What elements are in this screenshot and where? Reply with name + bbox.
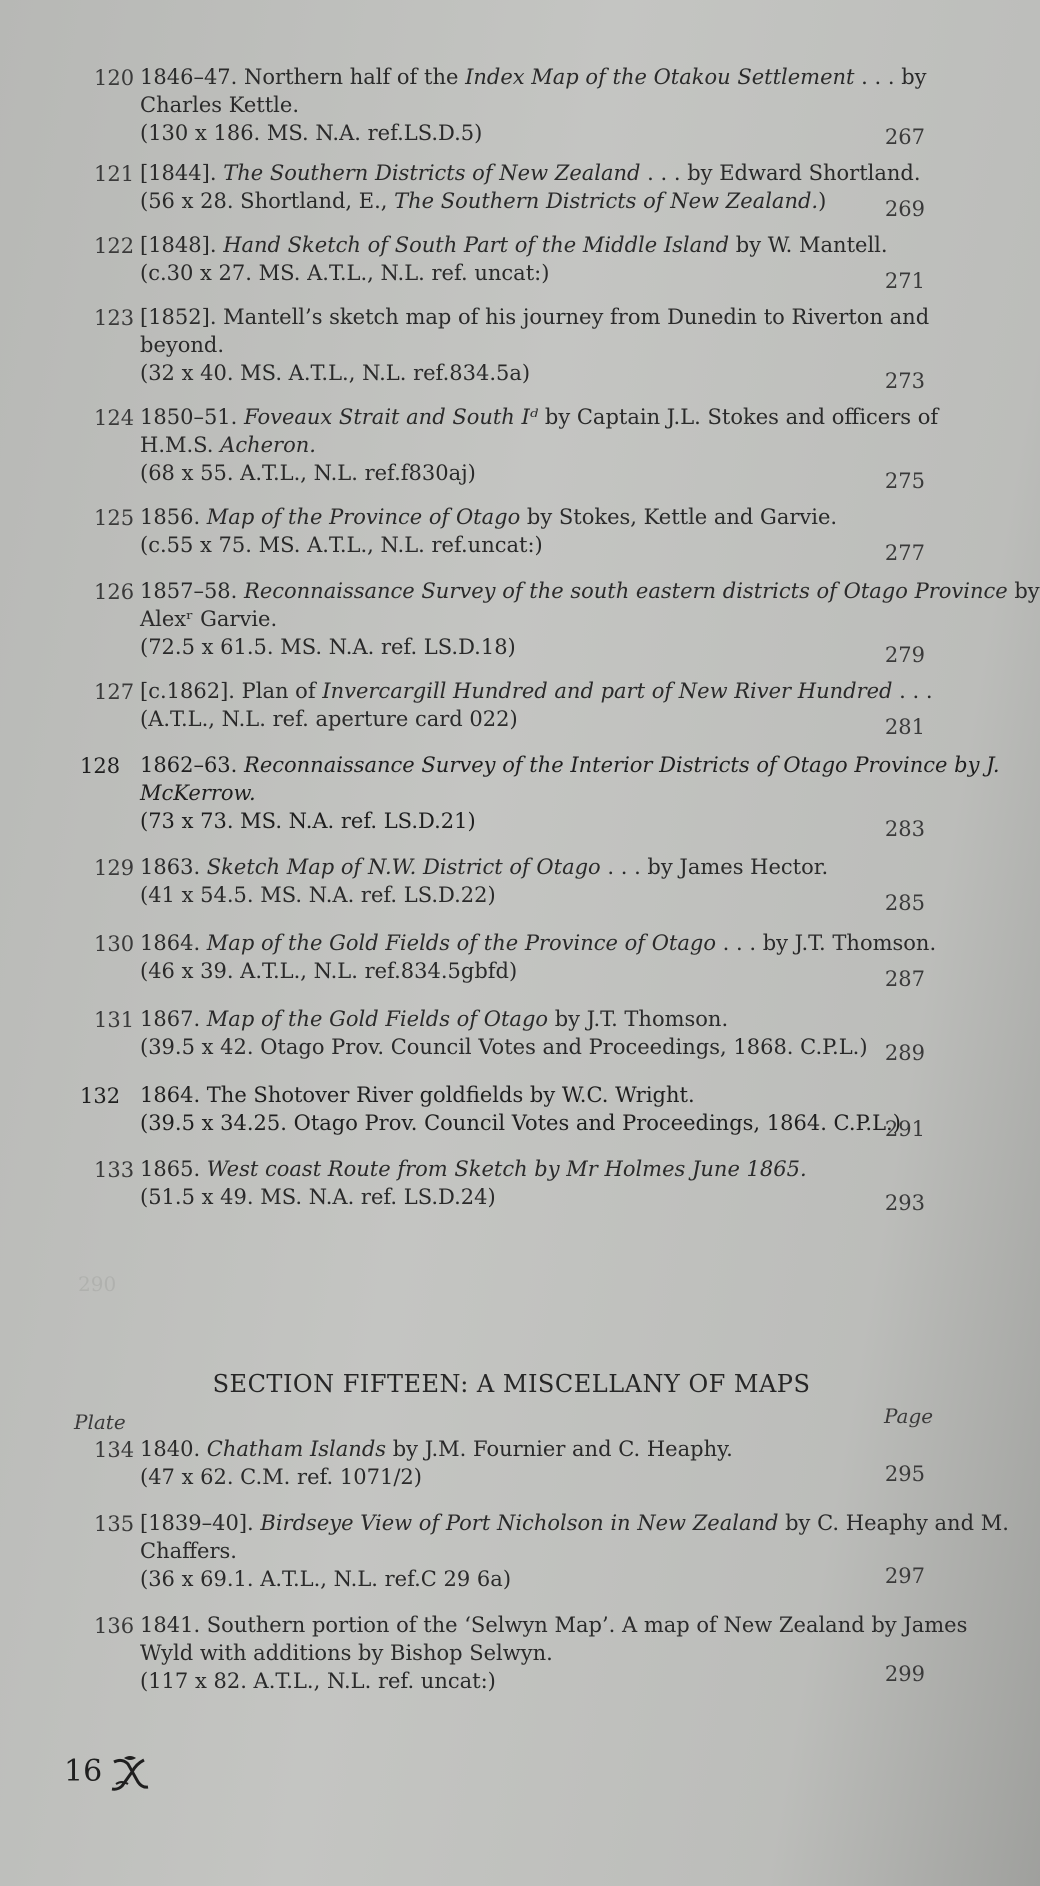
text-segment: by J.M. Fournier and C. Heaphy. <box>386 1437 733 1461</box>
map-title: Chatham Islands <box>206 1437 387 1461</box>
description-line <box>140 577 1040 605</box>
description-line <box>140 431 880 459</box>
text-segment: [c.1862]. Plan of <box>140 679 323 703</box>
map-title: Reconnaissance Survey of the Interior Districts of Otago Province by J. <box>244 753 1000 777</box>
text-segment: 1857–58. <box>140 579 245 603</box>
map-title: Index Map of the Otakou Settlement <box>465 65 855 89</box>
page-reference: 295 <box>884 1462 925 1486</box>
plate-number: 130 <box>94 932 135 956</box>
description-line <box>140 1639 880 1667</box>
page-reference: 283 <box>884 817 925 841</box>
description-line <box>140 633 880 661</box>
column-header-page: Page <box>884 1404 934 1428</box>
description-line <box>140 91 880 119</box>
plate-number: 133 <box>94 1158 135 1182</box>
page-reference: 285 <box>884 891 925 915</box>
description-line <box>140 881 880 909</box>
plate-number: 120 <box>94 66 135 90</box>
description-line <box>140 1509 1009 1537</box>
text-segment: (41 x 54.5. MS. N.A. ref. LS.D.22) <box>140 883 496 907</box>
plate-number: 123 <box>94 306 135 330</box>
publisher-ornament-icon <box>108 1754 152 1794</box>
text-segment: . . . <box>892 679 933 703</box>
text-segment: by Stokes, Kettle and Garvie. <box>520 505 838 529</box>
description-line <box>140 359 880 387</box>
text-segment: (130 x 186. MS. N.A. ref.LS.D.5) <box>140 121 483 145</box>
page-reference: 289 <box>884 1041 925 1065</box>
text-segment: 1846–47. Northern half of the <box>140 65 466 89</box>
text-segment: (c.55 x 75. MS. A.T.L., N.L. ref.uncat:) <box>140 533 543 557</box>
page-reference: 293 <box>884 1191 925 1215</box>
map-title: McKerrow. <box>140 781 256 805</box>
plate-number: 121 <box>94 162 135 186</box>
description-line <box>140 303 930 331</box>
description-line <box>140 1155 880 1183</box>
text-segment: 1864. <box>140 931 207 955</box>
text-segment: (47 x 62. C.M. ref. 1071/2) <box>140 1465 422 1489</box>
description-line <box>140 705 880 733</box>
text-segment: . . . by <box>854 65 927 89</box>
text-segment: 1863. <box>140 855 207 879</box>
map-title: Reconnaissance Survey of the south eastern districts of Otago Province <box>244 579 1008 603</box>
plate-number: 129 <box>94 856 135 880</box>
description-line <box>140 331 880 359</box>
map-title: Sketch Map of N.W. District of Otago <box>206 855 601 879</box>
page-reference: 279 <box>884 643 925 667</box>
plate-description <box>140 231 888 287</box>
text-segment: 1840. <box>140 1437 207 1461</box>
map-title: Map of the Gold Fields of the Province of Otago <box>206 931 716 955</box>
plate-description <box>140 1005 880 1061</box>
text-segment: Wyld with additions by Bishop Selwyn. <box>140 1641 553 1665</box>
map-title: Map of the Gold Fields of Otago <box>206 1007 549 1031</box>
description-line <box>140 1109 901 1137</box>
page-reference: 281 <box>884 715 925 739</box>
text-segment: by <box>1007 579 1040 603</box>
text-segment: by W. Mantell. <box>729 233 888 257</box>
plate-number: 135 <box>94 1512 135 1536</box>
text-segment: (51.5 x 49. MS. N.A. ref. LS.D.24) <box>140 1185 496 1209</box>
text-segment: [1844]. <box>140 161 224 185</box>
text-segment: (73 x 73. MS. N.A. ref. LS.D.21) <box>140 809 476 833</box>
text-segment: (32 x 40. MS. A.T.L., N.L. ref.834.5a) <box>140 361 531 385</box>
text-segment: 1862–63. <box>140 753 245 777</box>
plate-number: 122 <box>94 234 135 258</box>
text-segment: 1867. <box>140 1007 207 1031</box>
map-title: The Southern Districts of New Zealand. <box>394 189 819 213</box>
text-segment: . . . by Edward Shortland. <box>640 161 921 185</box>
text-segment: (46 x 39. A.T.L., N.L. ref.834.5gbfd) <box>140 959 518 983</box>
description-line <box>140 751 1000 779</box>
description-line <box>140 1463 880 1491</box>
description-line <box>140 1435 880 1463</box>
text-segment: (c.30 x 27. MS. A.T.L., N.L. ref. uncat:) <box>140 261 550 285</box>
text-segment: by Captain J.L. Stokes and officers of <box>538 405 939 429</box>
plate-number: 126 <box>94 580 135 604</box>
page-number: 16 <box>64 1754 103 1789</box>
text-segment: by C. Heaphy and M. <box>778 1511 1009 1535</box>
map-title: Acheron. <box>220 433 316 457</box>
text-segment: 1841. Southern portion of the ‘Selwyn Map’. A map of New Zealand by James <box>140 1613 968 1637</box>
text-segment: beyond. <box>140 333 225 357</box>
page-reference: 269 <box>884 197 925 221</box>
page-reference: 297 <box>884 1564 925 1588</box>
text-segment: (A.T.L., N.L. ref. aperture card 022) <box>140 707 518 731</box>
description-line <box>140 1081 880 1109</box>
plate-number: 131 <box>94 1008 135 1032</box>
text-segment: [1852]. Mantell’s sketch map of his journey from Dunedin to Riverton and <box>140 305 930 329</box>
plate-number: 124 <box>94 406 135 430</box>
map-title: Invercargill Hundred and part of New River Hundred <box>322 679 893 703</box>
description-line <box>140 605 880 633</box>
text-segment: (68 x 55. A.T.L., N.L. ref.f830aj) <box>140 461 476 485</box>
description-line <box>140 1183 880 1211</box>
plate-description <box>140 1081 901 1137</box>
text-segment: [1848]. <box>140 233 224 257</box>
map-title: West coast Route from Sketch by Mr Holmes June 1865. <box>206 1157 807 1181</box>
map-title: Hand Sketch of South Part of the Middle Island <box>223 233 730 257</box>
text-segment: (39.5 x 42. Otago Prov. Council Votes and Proceedings, 1868. C.P.L.) <box>140 1035 868 1059</box>
description-line <box>140 1537 880 1565</box>
text-segment: [1839–40]. <box>140 1511 261 1535</box>
plate-number: 132 <box>80 1084 121 1108</box>
text-segment: (117 x 82. A.T.L., N.L. ref. uncat:) <box>140 1669 496 1693</box>
section-title: SECTION FIFTEEN: A MISCELLANY OF MAPS <box>212 1370 811 1398</box>
description-line <box>140 503 880 531</box>
description-line <box>140 459 880 487</box>
text-segment: ) <box>818 189 827 213</box>
text-segment: 1865. <box>140 1157 207 1181</box>
description-line <box>140 1565 880 1593</box>
text-segment: H.M.S. <box>140 433 221 457</box>
description-line <box>140 231 888 259</box>
plate-number: 127 <box>94 680 135 704</box>
page-reference: 275 <box>884 469 925 493</box>
page-reference: 287 <box>884 967 925 991</box>
description-line <box>140 531 880 559</box>
description-line <box>140 853 880 881</box>
description-line <box>140 779 880 807</box>
description-line <box>140 403 939 431</box>
text-segment: (39.5 x 34.25. Otago Prov. Council Votes and Proceedings, 1864. C.P.L.) <box>140 1111 901 1135</box>
plate-number: 136 <box>94 1614 135 1638</box>
description-line <box>140 187 880 215</box>
text-segment: 1850–51. <box>140 405 245 429</box>
description-line <box>140 1667 880 1695</box>
page-reference: 277 <box>884 541 925 565</box>
plate-number: 125 <box>94 506 135 530</box>
description-line <box>140 677 933 705</box>
description-line <box>140 929 937 957</box>
description-line <box>140 957 880 985</box>
text-segment: 1864. The Shotover River goldfields by W.C. Wright. <box>140 1083 695 1107</box>
text-segment: . . . by J.T. Thomson. <box>715 931 937 955</box>
text-segment: 1856. <box>140 505 207 529</box>
description-line <box>140 259 880 287</box>
description-line <box>140 1005 880 1033</box>
map-title: Map of the Province of Otago <box>206 505 521 529</box>
text-segment: (56 x 28. Shortland, E., <box>140 189 395 213</box>
map-title: The Southern Districts of New Zealand <box>223 161 641 185</box>
plate-number: 134 <box>94 1438 135 1462</box>
text-segment: by J.T. Thomson. <box>548 1007 729 1031</box>
description-line <box>140 119 880 147</box>
map-title: Birdseye View of Port Nicholson in New Zealand <box>260 1511 779 1535</box>
text-segment: (36 x 69.1. A.T.L., N.L. ref.C 29 6a) <box>140 1567 512 1591</box>
page-reference: 271 <box>884 269 925 293</box>
plate-number: 128 <box>80 754 121 778</box>
plate-description <box>140 1435 880 1491</box>
description-line <box>140 1611 968 1639</box>
plate-description <box>140 1155 880 1211</box>
bleed-through-mark: 290 <box>78 1272 117 1296</box>
text-segment: Chaffers. <box>140 1539 237 1563</box>
page-reference: 273 <box>884 369 925 393</box>
text-segment: Charles Kettle. <box>140 93 299 117</box>
description-line <box>140 159 921 187</box>
map-title: Foveaux Strait and South Iᵈ <box>244 405 539 429</box>
plate-description <box>140 853 880 909</box>
page-reference: 291 <box>884 1117 925 1141</box>
text-segment: . . . by James Hector. <box>600 855 829 879</box>
description-line <box>140 1033 880 1061</box>
page-reference: 267 <box>884 125 925 149</box>
page-reference: 299 <box>884 1662 925 1686</box>
plate-description <box>140 503 880 559</box>
column-header-plate: Plate <box>74 1410 126 1434</box>
description-line <box>140 63 927 91</box>
description-line <box>140 807 880 835</box>
text-segment: Alexʳ Garvie. <box>140 607 278 631</box>
text-segment: (72.5 x 61.5. MS. N.A. ref. LS.D.18) <box>140 635 516 659</box>
